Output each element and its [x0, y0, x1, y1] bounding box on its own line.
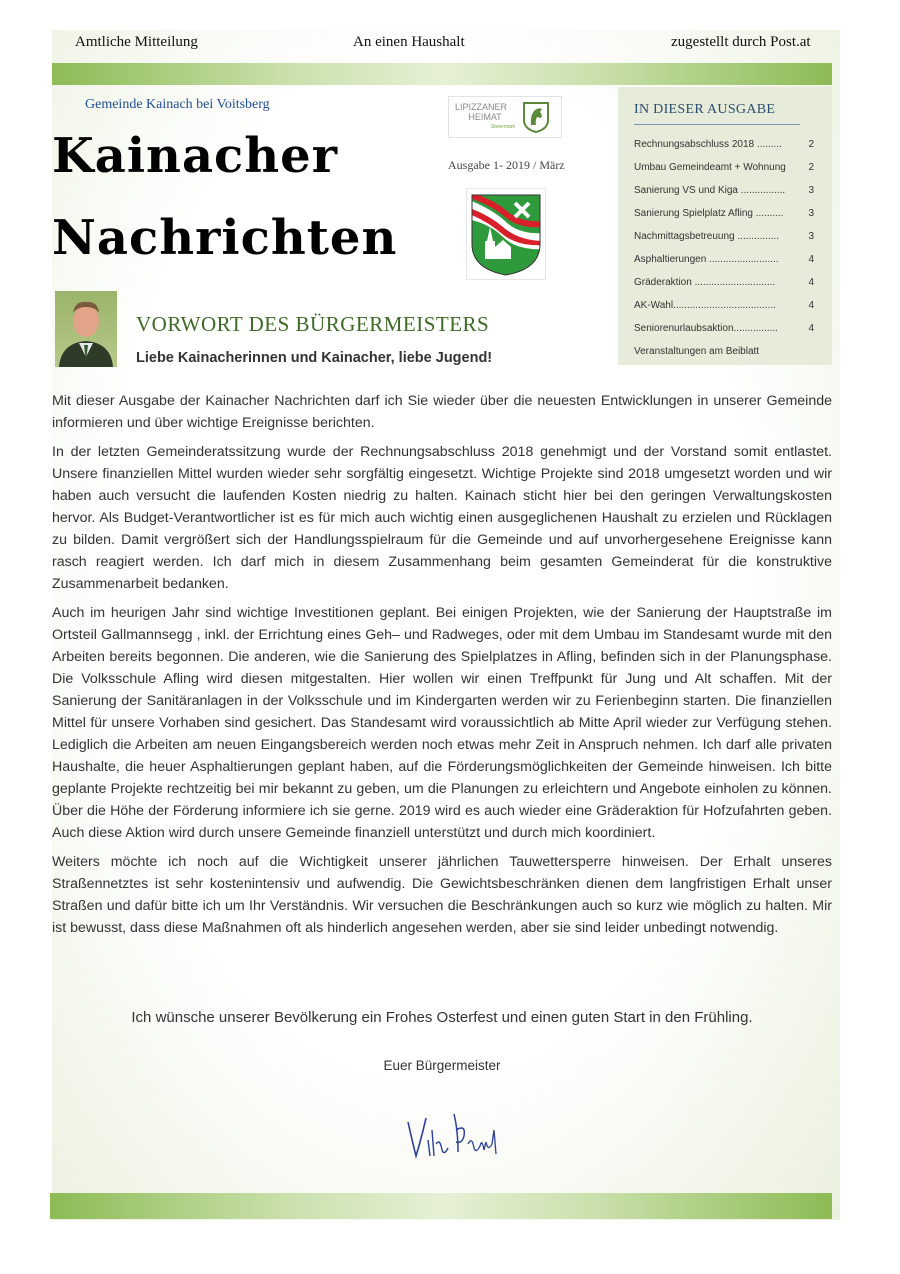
- lipizzaner-logo: [448, 96, 562, 138]
- table-of-contents: [618, 87, 832, 365]
- horse-head-icon: [519, 100, 553, 134]
- foreword-subtitle: Liebe Kainacherinnen und Kainacher, liebe Jugend!: [136, 350, 493, 366]
- toc-item-page: 3: [808, 208, 814, 219]
- paragraph: Auch im heurigen Jahr sind wichtige Investitionen geplant. Bei einigen Projekten, wie der Sanierung der Hauptstraße im Ortsteil Gallmannsegg , inkl. der Errichtung eines Geh– und Radweges, oder mit dem Umbau im Standesamt wurde mit den Arbeiten bereits begonnen. Die anderen, wie die Sanierung des Spielplatzes in Afling, befinden sich in der Planungsphase. Die Volksschule Afling wird diesen mitgestalten. Hier wollen wir einen Treffpunkt für Jung und Alt schaffen. Mit der Sanierung der Sanitäranlagen in der Volksschule und im Kindergarten werden wir zu Ferienbeginn starten. Die finanziellen Mittel für unsere Vorhaben sind gesichert. Das Standesamt wird voraussichtlich ab Mitte April wieder zur Verfügung stehen. Lediglich die Arbeiten am neuen Eingangsbereich werden noch etwas mehr Zeit in Anspruch nehmen. Ich darf alle privaten Haushalte, die heuer Asphaltierungen geplant haben, auf die Förderungsmöglichkeiten der Gemeinde hinweisen. Ich bitte geplante Projekte rechtzeitig bei mir bekannt zu geben, um die Planungen zu erleichtern und Angebote einholen zu können. Über die Höhe der Förderung informiere ich sie gerne. 2019 wird es auch wieder eine Gräderaktion für Hofzufahrten geben. Auch diese Aktion wird durch unsere Gemeinde finanziell unterstützt und durch mich koordiniert.: [52, 605, 832, 841]
- paragraph: Weiters möchte ich noch auf die Wichtigkeit unserer jährlichen Tauwettersperre hinweisen. Der Erhalt unseres Straßennetztes ist sehr kostenintensiv und aufwendig. Die Gewichtsbeschränken dienen dem langfristigen Erhalt unser Straßen und dafür bitte ich um Ihr Verständnis. Wir versuchen die Beschränkungen auch so kurz wie möglich zu halten. Mir ist bewusst, dass diese Maßnahmen oft als hinderlich angesehen werden, aber sie sind leider unbedingt notwendig.: [52, 854, 832, 936]
- toc-item-page: 3: [808, 185, 814, 196]
- header-official-notice: Amtliche Mitteilung: [75, 34, 198, 50]
- toc-item-label: Gräderaktion .............................: [634, 277, 776, 288]
- toc-item: [634, 139, 814, 150]
- signoff: Euer Bürgermeister: [383, 1058, 501, 1073]
- toc-item-label: Umbau Gemeindeamt + Wohnung: [634, 162, 786, 173]
- toc-item-page: 2: [808, 162, 814, 173]
- toc-title: IN DIESER AUSGABE: [634, 102, 776, 117]
- toc-item-label: AK-Wahl.....................................: [634, 300, 776, 311]
- masthead-line2: Nachrichten: [52, 210, 398, 266]
- coat-of-arms-icon: [467, 189, 545, 279]
- masthead-line1: Kainacher: [52, 128, 339, 184]
- logo-line3: Steiermark: [490, 124, 515, 130]
- toc-item: [634, 185, 814, 196]
- mayor-signature: [400, 1100, 510, 1170]
- paragraph: Mit dieser Ausgabe der Kainacher Nachrichten darf ich Sie wieder über die neuesten Entwicklungen in unserer Gemeinde informieren und über wichtige Ereignisse berichten.: [52, 393, 832, 431]
- toc-item: [634, 300, 814, 311]
- toc-item-label: Rechnungsabschluss 2018 .........: [634, 139, 782, 150]
- foreword-body: [52, 390, 832, 946]
- toc-divider: [634, 124, 800, 125]
- toc-item-label: Asphaltierungen .........................: [634, 254, 779, 265]
- paragraph: In der letzten Gemeinderatssitzung wurde der Rechnungsabschluss 2018 genehmigt und der Vorstand somit entlastet. Unsere finanziellen Mittel wurden wieder sehr sorgfältig eingesetzt. Wichtige Projekte sind 2018 umgesetzt worden und wir haben auch versucht die laufenden Kosten niedrig zu halten. Kainach sticht hier bei den geringen Verwaltungskosten hervor. Als Budget-Verantwortlicher ist es für mich auch wichtig einen ausgeglichenen Haushalt zu erzielen und Rücklagen zu bilden. Damit vergrößert sich der Handlungsspielraum für die Gemeinde und auf unvorhergesehene Ereignisse kann rasch reagiert werden. Ich darf mich in diesem Zusammenhang beim gesamten Gemeinderat für die konstruktive Zusammenarbeit bedanken.: [52, 444, 832, 592]
- foreword-title: VORWORT DES BÜRGERMEISTERS: [136, 312, 490, 336]
- logo-text: [455, 102, 515, 132]
- toc-item-label: Sanierung Spielplatz Afling ..........: [634, 208, 784, 219]
- toc-item-label: Sanierung VS und Kiga ................: [634, 185, 786, 196]
- mayor-portrait-icon: [55, 291, 117, 367]
- header-delivery: zugestellt durch Post.at: [671, 34, 811, 50]
- toc-item: [634, 162, 814, 173]
- toc-item-page: 3: [808, 231, 814, 242]
- header-household: An einen Haushalt: [353, 34, 465, 50]
- toc-item: [634, 254, 814, 265]
- mayor-photo: [55, 291, 117, 367]
- toc-item: [634, 346, 814, 357]
- toc-item: [634, 208, 814, 219]
- toc-item-label: Veranstaltungen am Beiblatt: [634, 346, 760, 357]
- toc-item-page: 4: [808, 254, 814, 265]
- toc-item-page: 4: [808, 323, 814, 334]
- issue-info: Ausgabe 1- 2019 / März: [448, 158, 565, 172]
- logo-line1: LIPIZZANER: [455, 102, 508, 112]
- coat-of-arms: [466, 188, 546, 280]
- toc-item-page: 4: [808, 300, 814, 311]
- logo-line2: HEIMAT: [468, 112, 502, 122]
- municipality-name: Gemeinde Kainach bei Voitsberg: [85, 97, 270, 112]
- top-green-bar: [52, 63, 832, 85]
- toc-item: [634, 323, 814, 334]
- easter-wish: Ich wünsche unserer Bevölkerung ein Frohes Osterfest und einen guten Start in den Frühling.: [131, 1009, 753, 1026]
- toc-item-page: 4: [808, 277, 814, 288]
- toc-item-label: Seniorenurlaubsaktion................: [634, 323, 778, 334]
- toc-item: [634, 231, 814, 242]
- toc-item-label: Nachmittagsbetreuung ...............: [634, 231, 780, 242]
- toc-item: [634, 277, 814, 288]
- toc-item-page: 2: [808, 139, 814, 150]
- bottom-green-bar: [50, 1193, 832, 1219]
